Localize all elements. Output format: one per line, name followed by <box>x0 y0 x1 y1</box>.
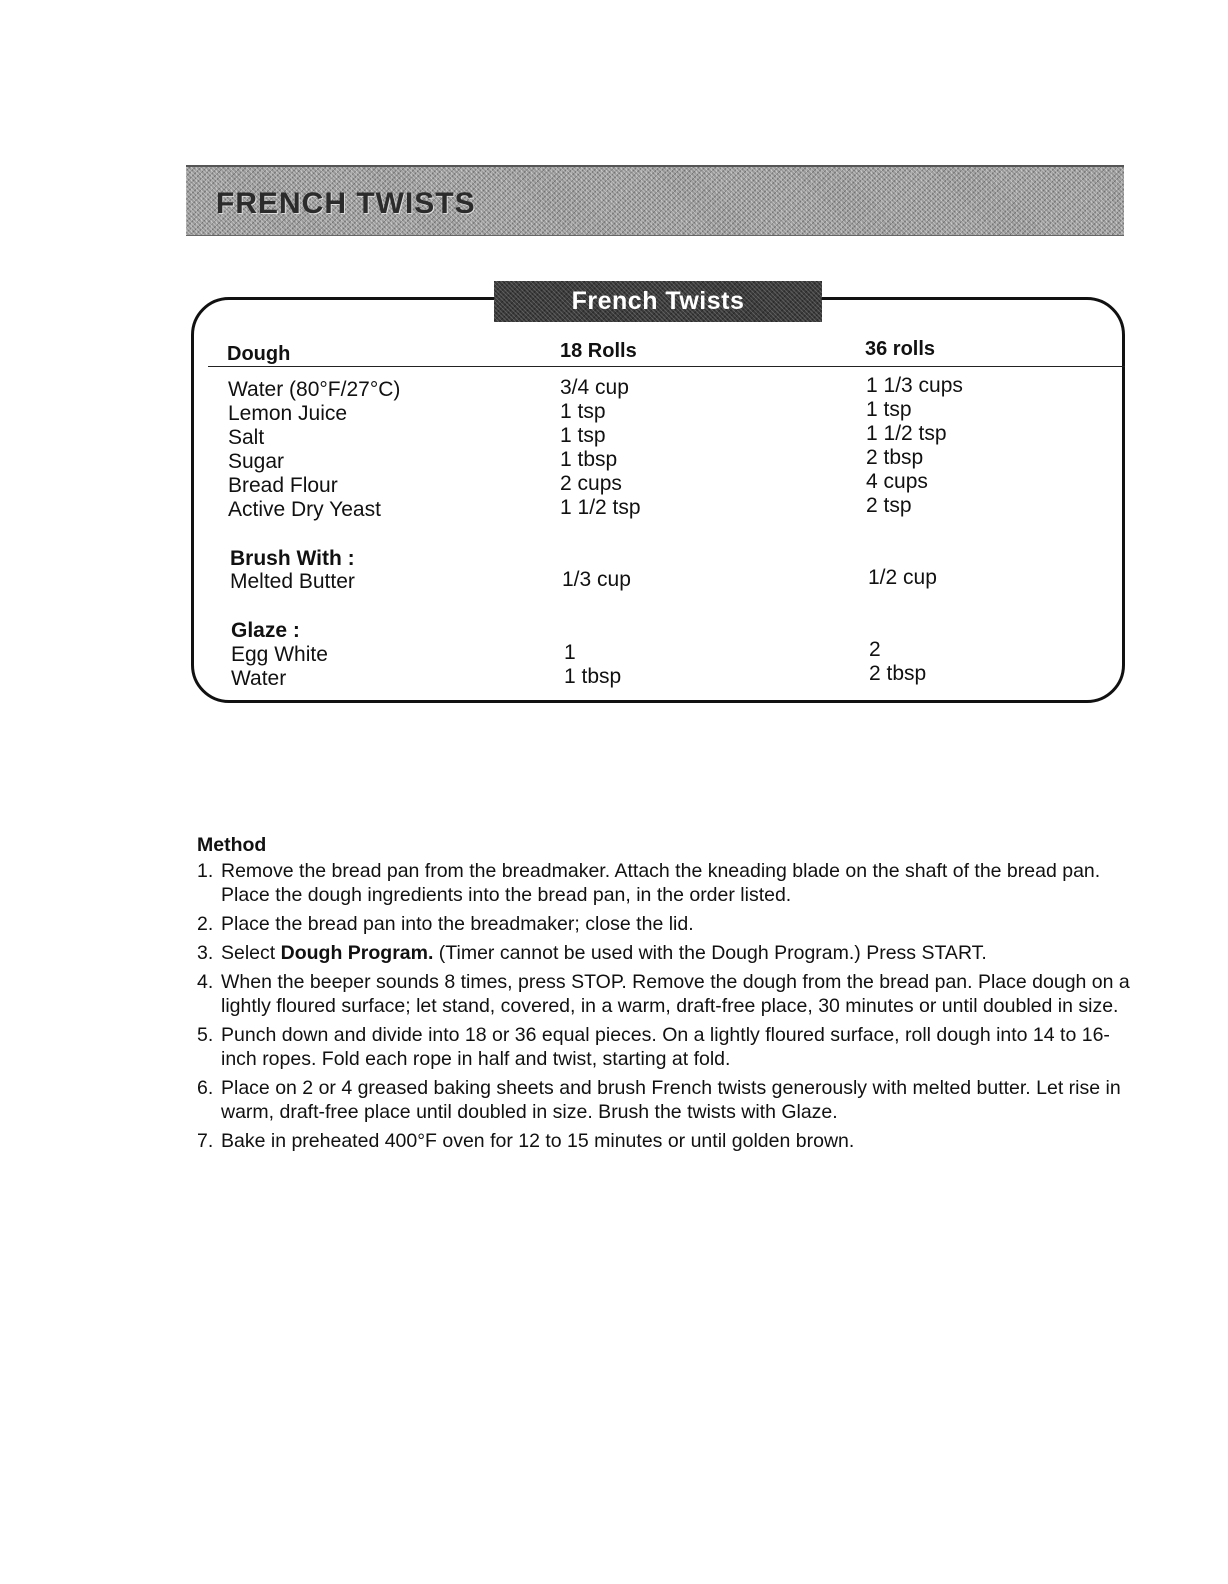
quantity-18: 1/3 cup <box>562 568 631 591</box>
quantity-36: 1 1/3 cups <box>866 374 963 397</box>
quantity-18: 1 <box>564 641 576 664</box>
quantity-36: 2 tbsp <box>866 446 924 469</box>
column-header-18-rolls: 18 Rolls <box>560 340 637 362</box>
method-step <box>197 1076 1137 1124</box>
quantity-18: 1 tbsp <box>560 448 618 471</box>
step-number: 6. <box>197 1077 214 1099</box>
recipe-title-tab: French Twists <box>494 281 822 322</box>
page-banner <box>186 165 1124 236</box>
quantity-18: 1 tsp <box>560 424 606 447</box>
quantity-18: 1 tsp <box>560 400 606 423</box>
step-number: 1. <box>197 860 214 882</box>
ingredient-name: Melted Butter <box>230 570 355 593</box>
step-number: 7. <box>197 1130 214 1152</box>
method-step <box>197 859 1137 907</box>
method-step <box>197 1129 1137 1153</box>
ingredient-name: Egg White <box>231 643 328 666</box>
ingredient-name: Sugar <box>228 450 285 473</box>
ingredient-name: Salt <box>228 426 265 449</box>
section-heading-glaze: Glaze : <box>231 619 300 642</box>
quantity-36: 4 cups <box>866 470 928 493</box>
quantity-36: 2 tbsp <box>869 662 927 685</box>
ingredient-name: Water (80°F/27°C) <box>228 378 401 401</box>
ingredient-name: Bread Flour <box>228 474 338 497</box>
method-step <box>197 1023 1137 1071</box>
step-text: Place on 2 or 4 greased baking sheets and brush French twists generously with melted butter. Let rise in warm, draft-free place until doubled in size. Brush the twists with Glaze. <box>221 1077 1121 1123</box>
quantity-36: 1/2 cup <box>868 566 937 589</box>
step-text: Remove the bread pan from the breadmaker. Attach the kneading blade on the shaft of the bread pan. Place the dough ingredients into the bread pan, in the order listed. <box>221 860 1101 906</box>
page-title: FRENCH TWISTS <box>216 187 476 220</box>
quantity-36: 1 tsp <box>866 398 912 421</box>
step-text: Punch down and divide into 18 or 36 equal pieces. On a lightly floured surface, roll dough into 14 to 16-inch ropes. Fold each rope in half and twist, starting at fold. <box>221 1024 1110 1070</box>
method-step <box>197 970 1137 1018</box>
step-text-pre: Select <box>221 942 281 964</box>
quantity-18: 1 1/2 tsp <box>560 496 641 519</box>
step-text: Bake in preheated 400°F oven for 12 to 15 minutes or until golden brown. <box>221 1130 855 1152</box>
step-text-bold: Dough Program. <box>280 942 434 964</box>
step-number: 4. <box>197 971 214 993</box>
column-header-36-rolls: 36 rolls <box>865 338 936 360</box>
method-heading: Method <box>197 834 267 856</box>
ingredient-name: Water <box>231 667 287 690</box>
step-text: When the beeper sounds 8 times, press STOP. Remove the dough from the bread pan. Place dough on a lightly floured surface; let stand, covered, in a warm, draft-free place, 30 minutes or until doubled in size. <box>221 971 1130 1017</box>
step-text-post: (Timer cannot be used with the Dough Program.) Press START. <box>433 942 987 964</box>
method-step <box>197 941 1137 965</box>
ingredient-name: Active Dry Yeast <box>228 498 381 521</box>
quantity-36: 2 <box>869 638 881 661</box>
header-divider <box>208 366 1125 367</box>
step-number: 5. <box>197 1024 214 1046</box>
step-text: Place the bread pan into the breadmaker; close the lid. <box>221 913 694 935</box>
step-number: 3. <box>197 942 214 964</box>
quantity-36: 1 1/2 tsp <box>866 422 947 445</box>
section-heading-brush: Brush With : <box>230 547 355 570</box>
ingredient-name: Lemon Juice <box>228 402 348 425</box>
method-section <box>197 833 1137 1158</box>
quantity-18: 1 tbsp <box>564 665 622 688</box>
method-step <box>197 912 1137 936</box>
step-number: 2. <box>197 913 214 935</box>
quantity-18: 3/4 cup <box>560 376 629 399</box>
column-header-ingredient: Dough <box>227 343 291 365</box>
quantity-18: 2 cups <box>560 472 622 495</box>
quantity-36: 2 tsp <box>866 494 912 517</box>
